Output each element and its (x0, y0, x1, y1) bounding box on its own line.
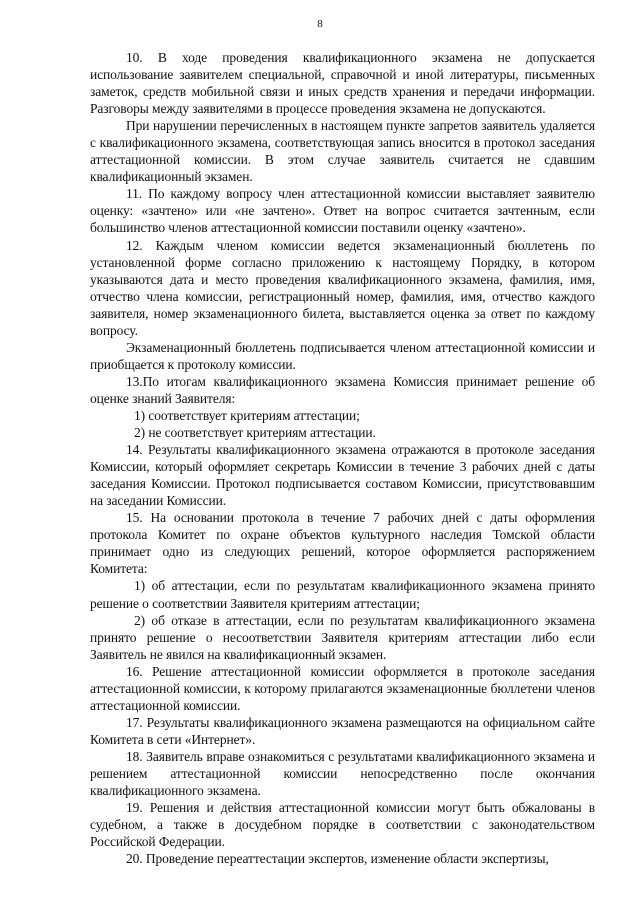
paragraph-10: 10. В ходе проведения квалификационного экзамена не допускается использование заявителем специальной, справочной и иной литературы, письменных заметок, средств мобильной связи и иных средств хранения и передачи информации. Разговоры между заявителями в процессе проведения экзамена не допускаются. (90, 50, 595, 117)
paragraph-13-option-2: 2) не соответствует критериям аттестации. (134, 425, 376, 441)
paragraph-17: 17. Результаты квалификационного экзамена размещаются на официальном сайте Комитета в сети «Интернет». (90, 714, 595, 747)
page-number: 8 (317, 18, 323, 30)
paragraph-20: 20. Проведение переаттестации экспертов, изменение области экспертизы, (126, 851, 549, 867)
paragraph-13: 13.По итогам квалификационного экзамена Комиссия принимает решение об оценке знаний Заявителя: (90, 373, 595, 406)
document-body (90, 49, 595, 867)
paragraph-14: 14. Результаты квалификационного экзамена отражаются в протоколе заседания Комиссии, который оформляет секретарь Комиссии в течение 3 рабочих дней с даты заседания Комиссии. Протокол подписывается составом Комиссии, присутствовавшим на заседании Комиссии. (90, 442, 595, 509)
paragraph-12: 12. Каждым членом комиссии ведется экзаменационный бюллетень по установленной форме согласно приложению к настоящему Порядку, в котором указываются дата и место проведения квалификационного экзамена, фамилия, имя, отчество члена комиссии, регистрационный номер, фамилия, имя, отчество каждого заявителя, номер экзаменационного билета, выставляется оценка за ответ по каждому вопросу. (90, 237, 595, 338)
paragraph-19: 19. Решения и действия аттестационной комиссии могут быть обжалованы в судебном, а также в досудебном порядке в соответствии с законодательством Российской Федерации. (90, 800, 595, 850)
paragraph-10-violation: При нарушении перечисленных в настоящем пункте запретов заявитель удаляется с квалификационного экзамена, соответствующая запись вносится в протокол заседания аттестационной комиссии. В этом случае заявитель считается не сдавшим квалификационный экзамен. (90, 118, 595, 185)
paragraph-13-option-1: 1) соответствует критериям аттестации; (134, 407, 360, 423)
paragraph-12-bulletin: Экзаменационный бюллетень подписывается членом аттестационной комиссии и приобщается к протоколу комиссии. (90, 339, 595, 372)
paragraph-11: 11. По каждому вопросу член аттестационной комиссии выставляет заявителю оценку: «зачтено» или «не зачтено». Ответ на вопрос считается зачтенным, если большинство членов аттестационной комиссии поставили оценку «зачтено». (90, 186, 595, 236)
paragraph-16: 16. Решение аттестационной комиссии оформляется в протоколе заседания аттестационной комиссии, к которому прилагаются экзаменационные бюллетени членов аттестационной комиссии. (90, 663, 595, 713)
paragraph-18: 18. Заявитель вправе ознакомиться с результатами квалификационного экзамена и решением аттестационной комиссии непосредственно после окончания квалификационного экзамена. (90, 748, 595, 799)
paragraph-15: 15. На основании протокола в течение 7 рабочих дней с даты оформления протокола Комитет по охране объектов культурного наследия Томской области принимает одно из следующих решений, которое оформляется распоряжением Комитета: (90, 510, 595, 577)
paragraph-15-option-2: 2) об отказе в аттестации, если по результатам квалификационного экзамена принято решение о несоответствии Заявителя критериям аттестации либо если Заявитель не явился на квалификационный экзамен. (90, 612, 595, 662)
paragraph-15-option-1: 1) об аттестации, если по результатам квалификационного экзамена принято решение о соответствии Заявителя критериям аттестации; (90, 578, 595, 611)
